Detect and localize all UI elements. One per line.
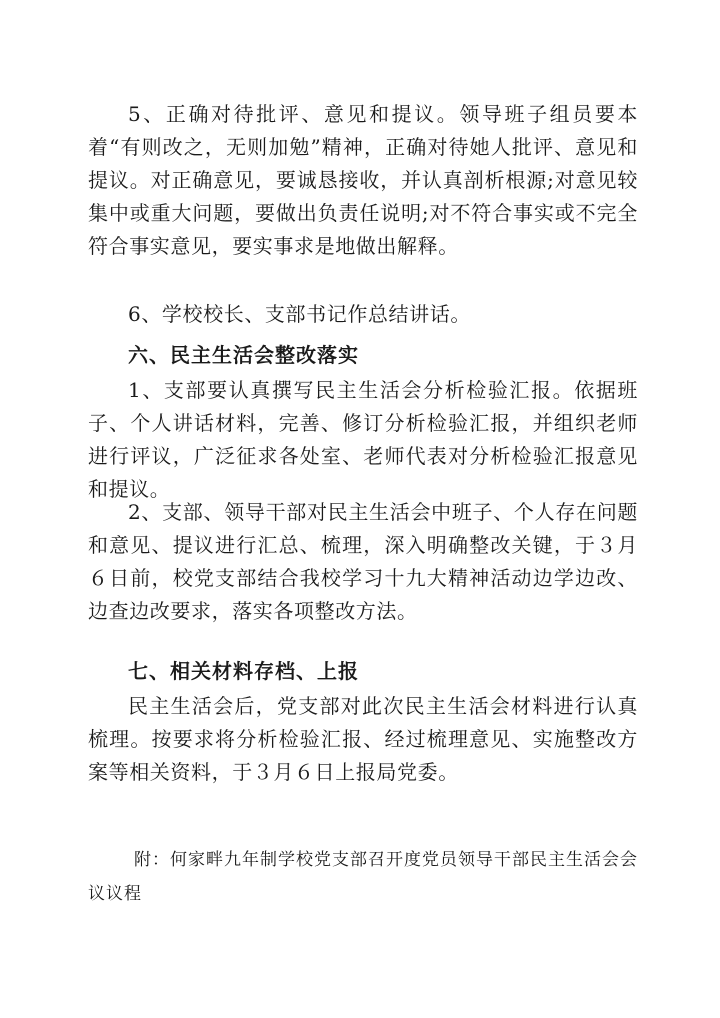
attachment-note: 附：何家畔九年制学校党支部召开度党员领导干部民主生活会会议议程 xyxy=(88,850,638,904)
section-6-heading: 六、民主生活会整改落实 xyxy=(128,343,359,367)
section-7-body-paragraph: 民主生活会后，党支部对此次民主生活会材料进行认真梳理。按要求将分析检验汇报、经过梳理意见、实施整改方案等相关资料，于３月６日上报局党委。 xyxy=(88,694,638,784)
item-5-paragraph: 5、正确对待批评、意见和提议。领导班子组员要本着“有则改之，无则加勉”精神，正确对待她人批评、意见和提议。对正确意见，要诚恳接收，并认真剖析根源;对意见较集中或重大问题，要做出负责任说明;对不符合事实或不完全符合事实意见，要实事求是地做出解释。 xyxy=(88,102,638,258)
section-6-item-1-paragraph: 1、支部要认真撰写民主生活会分析检验汇报。依据班子、个人讲话材料，完善、修订分析检验汇报，并组织老师进行评议，广泛征求各处室、老师代表对分析检验汇报意见和提议。 xyxy=(88,378,638,501)
item-6-paragraph: 6、学校校长、支部书记作总结讲话。 xyxy=(128,302,471,326)
section-6-item-2-paragraph: 2、支部、领导干部对民主生活会中班子、个人存在问题和意见、提议进行汇总、梳理，深入明确整改关键，于３月６日前，校党支部结合我校学习十九大精神活动边学边改、边查边改要求，落实各项整改方法。 xyxy=(88,500,638,623)
section-7-heading: 七、相关材料存档、上报 xyxy=(128,659,359,683)
